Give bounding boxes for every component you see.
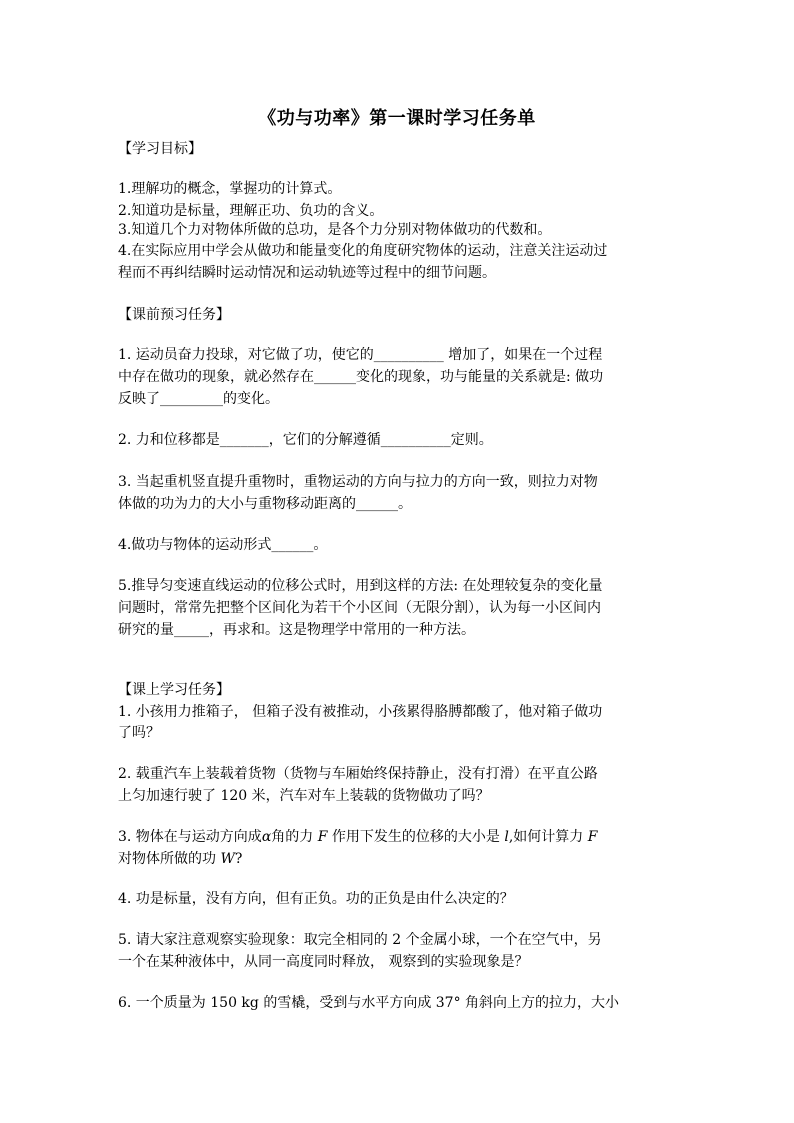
preview-line: 体做的功为力的大小与重物移动距离的______。 [118, 496, 412, 512]
preview-line: 问题时，常常先把整个区间化为若干个小区间（无限分割），认为每一小区间内 [118, 600, 601, 616]
preview-heading: 【课前预习任务】 [118, 307, 230, 323]
goals-heading: 【学习目标】 [118, 141, 202, 157]
preview-line: 3. 当起重机竖直提升重物时，重物运动的方向与拉力的方向一致，则拉力对物 [118, 474, 598, 490]
goal-line: 4.在实际应用中学会从做功和能量变化的角度研究物体的运动，注意关注运动过 [118, 243, 608, 259]
work-symbol: W [220, 851, 235, 867]
preview-line: 反映了_________的变化。 [118, 391, 279, 407]
goal-line: 2.知道功是标量，理解正功、负功的含义。 [118, 203, 384, 219]
q3-text: 作用下发生的位移的大小是 [327, 829, 505, 845]
goal-line: 程而不再纠结瞬时运动情况和运动轨迹等过程中的细节问题。 [118, 265, 496, 281]
page-title: 《功与功率》第一课时学习任务单 [258, 108, 536, 129]
inclass-line: 1. 小孩用力推箱子， 但箱子没有被推动，小孩累得胳膊都酸了，他对箱子做功 [118, 704, 603, 720]
q3-text: 角的力 [271, 829, 318, 845]
inclass-line: 5. 请大家注意观察实验现象：取完全相同的 2 个金属小球，一个在空气中，另 [118, 932, 602, 948]
preview-line: 2. 力和位移都是_______，它们的分解遵循__________定则。 [118, 432, 493, 448]
preview-line: 4.做功与物体的运动形式______。 [118, 537, 328, 553]
inclass-line: 一个在某种液体中，从同一高度同时释放， 观察到的实验现象是？ [118, 954, 529, 970]
force-symbol: F [587, 829, 598, 845]
q3-text: ,如何计算力 [508, 829, 588, 845]
force-symbol: F [317, 829, 328, 845]
preview-line: 中存在做功的现象，就必然存在______变化的现象，功与能量的关系就是: 做功 [118, 369, 604, 385]
q3-text: 3. 物体在与运动方向成 [118, 829, 262, 845]
inclass-line [118, 848, 688, 870]
inclass-heading: 【课上学习任务】 [118, 682, 230, 698]
inclass-line: 上匀加速行驶了 120 米，汽车对车上装载的货物做功了吗？ [118, 788, 490, 804]
inclass-line: 2. 载重汽车上装载着货物（货物与车厢始终保持静止，没有打滑）在平直公路 [118, 766, 598, 782]
alpha-symbol: α [261, 829, 272, 845]
inclass-line: 6. 一个质量为 150 kg 的雪橇，受到与水平方向成 37° 角斜向上方的拉力，大小 [118, 995, 620, 1011]
inclass-line: 了吗？ [118, 725, 160, 741]
goal-line: 1.理解功的概念，掌握功的计算式。 [118, 181, 342, 197]
preview-line: 研究的量_____，再求和。这是物理学中常用的一种方法。 [118, 622, 475, 638]
displacement-symbol: l [504, 829, 509, 845]
inclass-line: 4. 功是标量，没有方向，但有正负。功的正负是由什么决定的？ [118, 891, 514, 907]
preview-line: 1. 运动员奋力投球，对它做了功，使它的__________ 增加了，如果在一个过程 [118, 347, 603, 363]
preview-line: 5.推导匀变速直线运动的位移公式时，用到这样的方法: 在处理较复杂的变化量 [118, 578, 603, 594]
inclass-line [118, 826, 688, 848]
goal-line: 3.知道几个力对物体所做的总功，是各个力分别对物体做功的代数和。 [118, 222, 552, 238]
q3-text: 对物体所做的功 [118, 851, 221, 867]
q3-text: ? [234, 851, 243, 867]
